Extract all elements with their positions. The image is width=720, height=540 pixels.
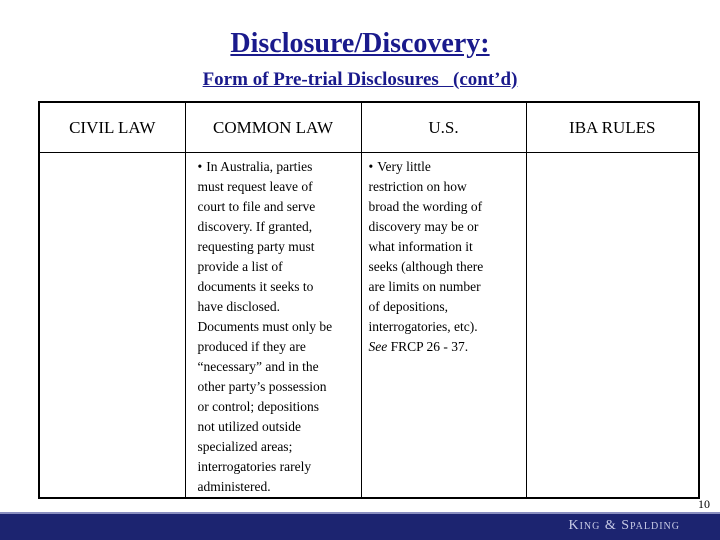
us-citation: FRCP 26 - 37. — [387, 339, 469, 354]
header-iba-rules: IBA RULES — [526, 102, 699, 153]
slide-title: Disclosure/Discovery: — [230, 28, 490, 59]
table-header-row — [39, 102, 699, 153]
header-us: U.S. — [361, 102, 526, 153]
cell-us — [361, 153, 526, 499]
us-see-label: See — [368, 339, 388, 354]
page-number: 10 — [698, 497, 710, 511]
cell-iba-rules — [526, 153, 699, 499]
bullet-icon: • — [368, 159, 374, 174]
us-text: Very little restriction on how broad the wording of discovery may be or what information it seeks (although there are limits on number of depositions, interrogatories, etc). — [368, 159, 484, 334]
cell-civil-law — [39, 153, 185, 499]
table-row — [39, 153, 699, 499]
cell-common-law — [185, 153, 361, 499]
footer-divider — [0, 512, 720, 514]
comparison-table — [38, 101, 700, 499]
common-law-text: In Australia, parties must request leave of court to file and serve discovery. If granted, requesting party must provide a list of documents it seeks to have disclosed. Documents must only be produced if they are “necessary” and in the other party’s possession or control; depositions not utilized outside specialized areas; interrogatories rarely administered. — [197, 159, 333, 494]
slide-subtitle: Form of Pre-trial Disclosures (cont’d) — [202, 69, 518, 90]
header-civil-law: CIVIL LAW — [39, 102, 185, 153]
brand-logo: King & Spalding — [568, 518, 680, 533]
header-common-law: COMMON LAW — [185, 102, 361, 153]
bullet-icon: • — [197, 159, 203, 174]
